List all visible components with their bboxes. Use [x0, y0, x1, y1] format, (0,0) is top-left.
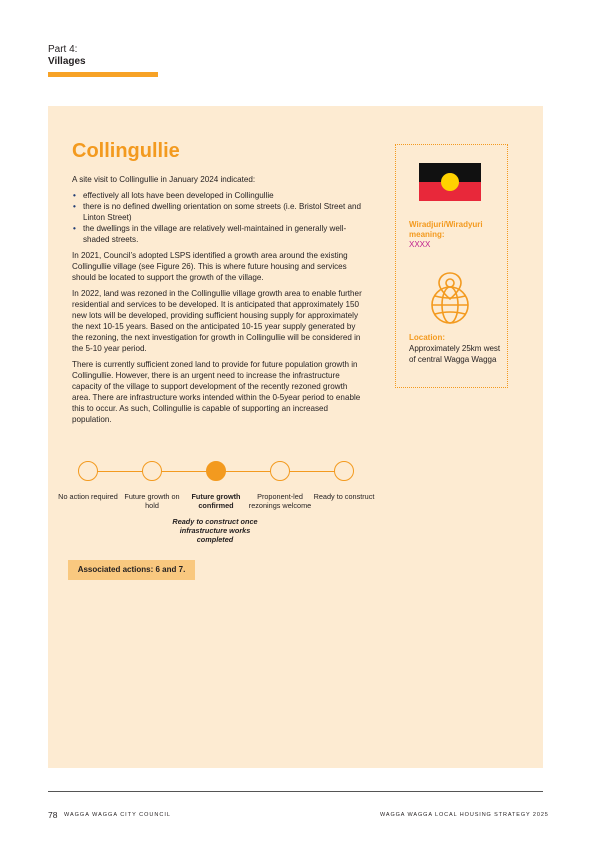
step-label: Proponent-led rezonings welcome	[248, 492, 312, 510]
step-label: No action required	[58, 492, 118, 501]
location-value: Approximately 25km west of central Wagga Wagga	[409, 344, 501, 364]
step-label: Ready to construct	[313, 492, 375, 501]
timeline-node-active	[206, 461, 226, 481]
part-label	[48, 44, 86, 68]
aboriginal-flag-icon	[419, 163, 481, 201]
timeline-node	[78, 461, 98, 481]
intro-paragraph: A site visit to Collingullie in January 2024 indicated:	[72, 175, 256, 184]
associated-actions-badge: Associated actions: 6 and 7.	[68, 560, 195, 580]
part-number: Part 4:	[48, 44, 78, 55]
timeline-node	[142, 461, 162, 481]
list-item: • the dwellings in the village are relatively well-maintained in generally well-shaded streets.	[73, 224, 347, 244]
timeline-node	[270, 461, 290, 481]
list-item: • there is no defined dwelling orientation on some streets (i.e. Bristol Street and Linton Street)	[73, 202, 362, 222]
step-label-active: Future growth confirmed	[191, 492, 241, 510]
active-step-note: Ready to construct once infrastructure works completed	[172, 517, 258, 544]
page-number: 78	[48, 810, 58, 820]
paragraph-rezoning: In 2022, land was rezoned in the Collingullie village growth area to enable further residential and services to be developed. It is anticipated that approximately 150 new lots will be developed, providing sufficient housing supply for approximately the next 10-15 years. Based on the anticipated 10-15 year supply generated by the rezoning, the next investigation for growth in Collingullie will be considered in the 5-10 year period.	[72, 289, 362, 353]
step-label: Future growth on hold	[124, 492, 180, 510]
paragraph-lsps: In 2021, Council’s adopted LSPS identified a growth area around the existing Collingullie village (see Figure 26). This is where future housing and services should be located to support the growth of the village.	[72, 251, 348, 282]
paragraph-capacity: There is currently sufficient zoned land to provide for future population growth in Collingullie. However, there is an urgent need to increase the infrastructure capacity of the village to support development of the recently rezoned growth area. There are infrastructure works intended within the 0-5year period to enable this to occur. As such, Collingullie is capable of supporting an increased population.	[72, 360, 361, 424]
list-item: • effectively all lots have been developed in Collingullie	[73, 191, 274, 200]
bullet-icon: •	[73, 224, 76, 233]
header-accent-rule	[48, 72, 158, 77]
meaning-label: Wiradjuri/Wiradyuri meaning:	[409, 220, 483, 239]
part-title: Villages	[48, 56, 86, 67]
footer-document-title: WAGGA WAGGA LOCAL HOUSING STRATEGY 2025	[380, 812, 549, 818]
meaning-value: XXXX	[409, 240, 431, 249]
page-heading: Collingullie	[72, 140, 180, 162]
globe-location-pin-icon	[428, 271, 472, 325]
bullet-icon: •	[73, 202, 76, 211]
location-label: Location:	[409, 333, 445, 342]
bullet-icon: •	[73, 191, 76, 200]
timeline-node	[334, 461, 354, 481]
footer-rule	[48, 791, 543, 792]
village-info-box	[395, 144, 508, 388]
footer-council-name: WAGGA WAGGA CITY COUNCIL	[64, 812, 171, 818]
findings-list	[72, 190, 367, 245]
body-text	[72, 174, 367, 430]
